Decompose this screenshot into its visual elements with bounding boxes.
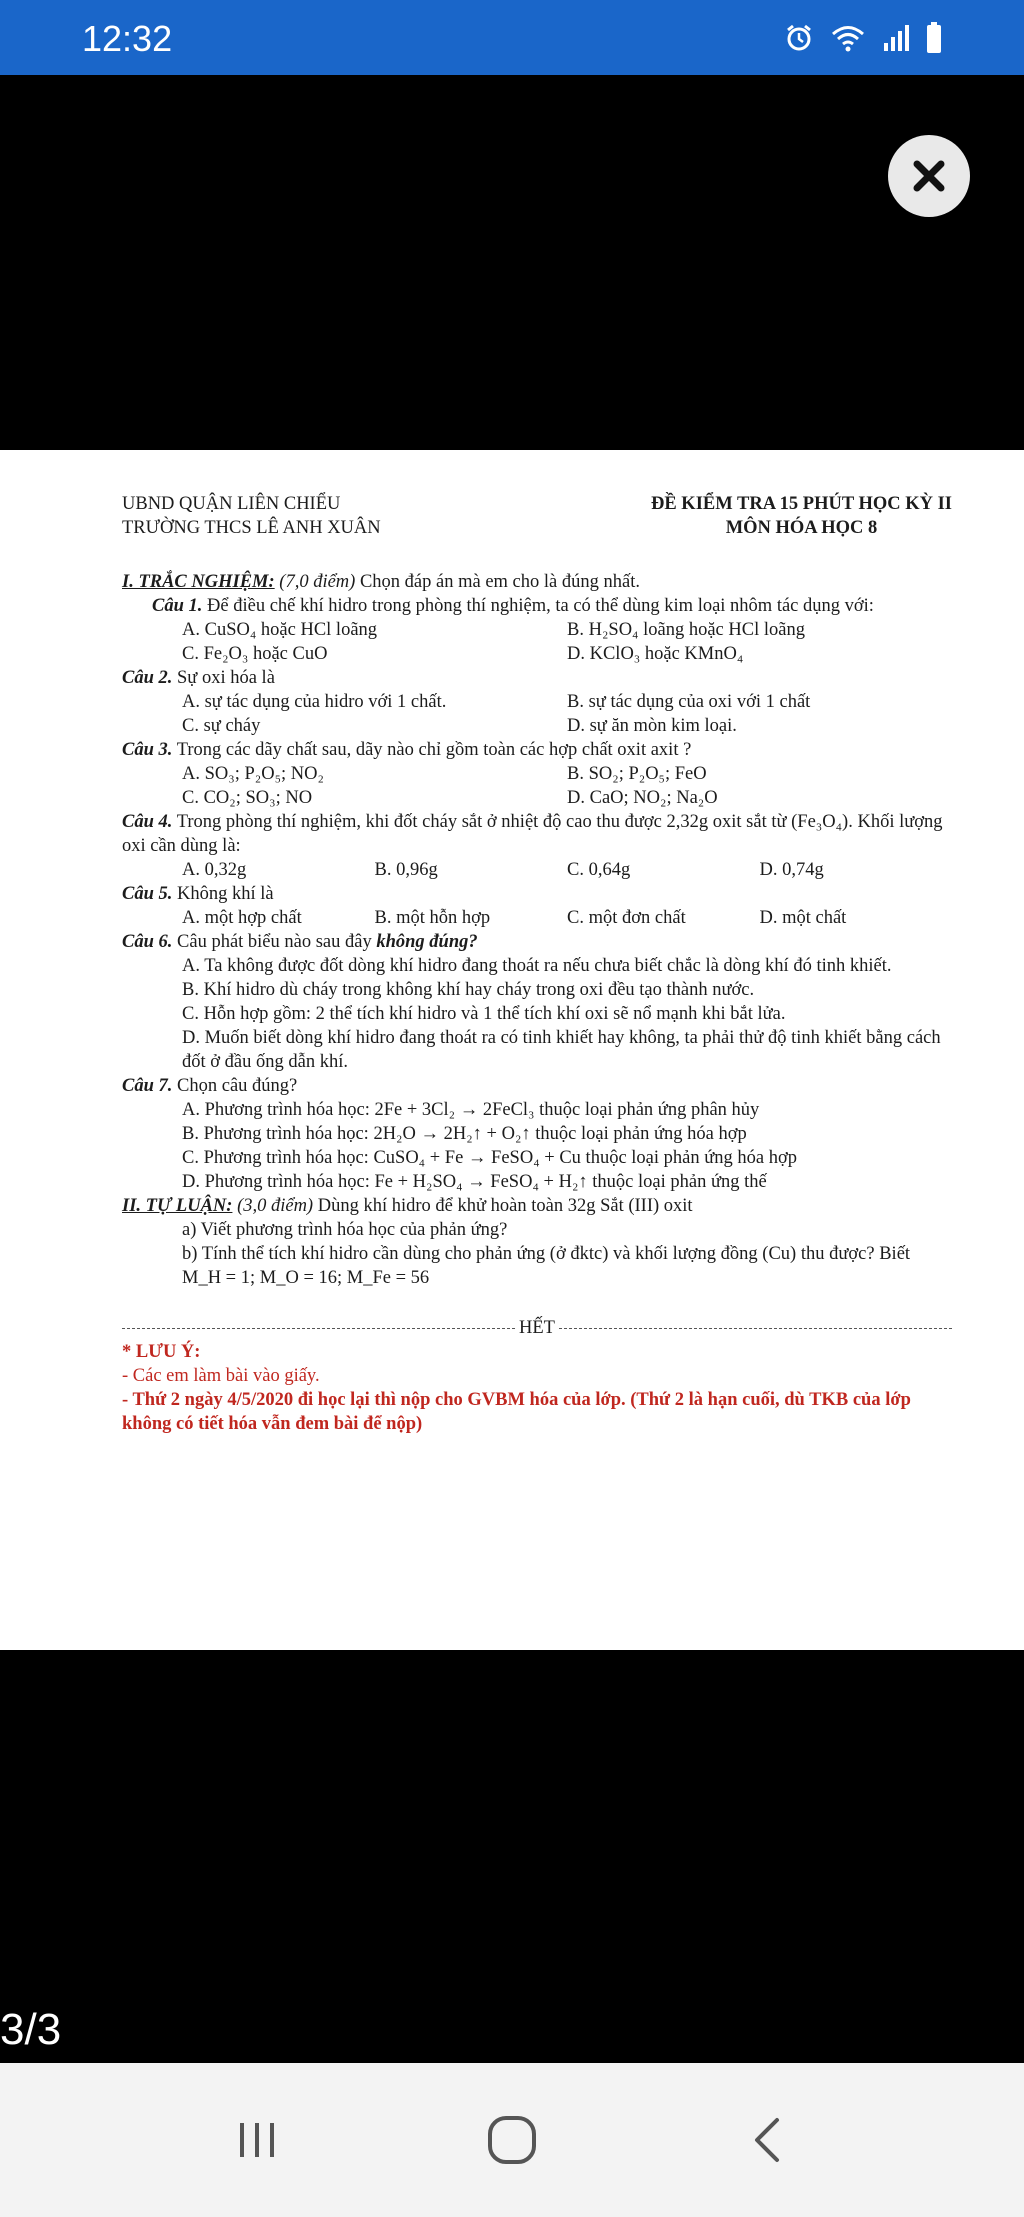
- option-c: C. Fe₂O₃ hoặc CuO: [182, 644, 328, 664]
- page-indicator: 3/3: [0, 2005, 62, 2054]
- question-3: [122, 738, 952, 762]
- part2-points: (3,0 điểm): [237, 1196, 314, 1216]
- question-text: Để điều chế khí hidro trong phòng thí nghiệm, ta có thể dùng kim loại nhôm tác dụng với:: [207, 596, 874, 616]
- navigation-bar: [0, 2063, 1024, 2217]
- recent-apps-icon: [234, 2117, 280, 2163]
- option-c: C. sự cháy: [182, 716, 261, 736]
- battery-icon: [926, 22, 942, 54]
- question-1: [122, 594, 952, 618]
- question-label: Câu 5.: [122, 884, 173, 904]
- back-button[interactable]: [727, 2100, 807, 2180]
- part2-heading: [122, 1194, 952, 1218]
- essay-part-b: b) Tính thể tích khí hidro cần dùng cho phản ứng (ở đktc) và khối lượng đồng (Cu) thu được? Biết M_H = 1; M_O = 16; M_Fe = 56: [182, 1244, 911, 1288]
- option-b: B. SO₂; P₂O₅; FeO: [567, 764, 707, 784]
- question-5: [122, 882, 952, 906]
- part1-title: I. TRẮC NGHIỆM:: [122, 572, 275, 592]
- note-line-1: - Các em làm bài vào giấy.: [122, 1366, 320, 1386]
- question-7: [122, 1074, 952, 1098]
- option-a: A. CuSO₄ hoặc HCl loãng: [182, 620, 378, 640]
- option-a: A. Phương trình hóa học: 2Fe + 3Cl₂ → 2FeCl₃ thuộc loại phản ứng phân hủy: [182, 1100, 760, 1120]
- district-name: UBND QUẬN LIÊN CHIỂU: [122, 494, 341, 514]
- option-a: A. một hợp chất: [182, 908, 302, 928]
- document-header: [122, 492, 952, 540]
- question-label: Câu 2.: [122, 668, 173, 688]
- signal-icon: [882, 23, 910, 53]
- exam-title: ĐỀ KIỂM TRA 15 PHÚT HỌC KỲ II: [650, 494, 952, 514]
- part1-points: (7,0 điểm): [279, 572, 356, 592]
- question-text: Sự oxi hóa là: [177, 668, 275, 688]
- end-divider: [122, 1316, 952, 1340]
- option-d: D. Muốn biết dòng khí hidro đang thoát ra có tinh khiết hay không, ta phải thử độ tinh khiết bằng cách đốt ở đầu ống dẫn khí.: [182, 1028, 941, 1072]
- note-line-2: - Thứ 2 ngày 4/5/2020 đi học lại thì nộp cho GVBM hóa của lớp. (Thứ 2 là hạn cuối, dù TKB của lớp không có tiết hóa vẫn đem bài để nộp): [122, 1390, 911, 1434]
- essay-part-a: a) Viết phương trình hóa học của phản ứng?: [182, 1220, 508, 1240]
- home-button[interactable]: [472, 2100, 552, 2180]
- status-bar: [0, 0, 1024, 75]
- question-6: [122, 930, 952, 954]
- option-c: C. Phương trình hóa học: CuSO₄ + Fe → FeSO₄ + Cu thuộc loại phản ứng hóa hợp: [182, 1148, 798, 1168]
- subject-title: MÔN HÓA HỌC 8: [725, 518, 878, 538]
- note-title: * LƯU Ý:: [122, 1342, 201, 1362]
- option-c: C. 0,64g: [567, 860, 631, 880]
- option-d: D. KClO₃ hoặc KMnO₄: [567, 644, 744, 664]
- option-b: B. một hỗn hợp: [374, 908, 491, 928]
- question-text: Chọn câu đúng?: [177, 1076, 298, 1096]
- option-a: A. 0,32g: [182, 860, 247, 880]
- wifi-icon: [830, 23, 866, 53]
- question-text: Trong các dãy chất sau, dãy nào chỉ gồm toàn các hợp chất oxit axit ?: [176, 740, 692, 760]
- alarm-icon: [784, 23, 814, 53]
- status-time: 12:32: [82, 18, 173, 59]
- school-name: TRƯỜNG THCS LÊ ANH XUÂN: [122, 518, 381, 538]
- part1-instructions: Chọn đáp án mà em cho là đúng nhất.: [359, 572, 640, 592]
- option-c: C. CO₂; SO₃; NO: [182, 788, 313, 808]
- question-label: Câu 6.: [122, 932, 173, 952]
- option-a: A. Ta không được đốt dòng khí hidro đang thoát ra nếu chưa biết chắc là dòng khí đó tinh khiết.: [182, 956, 892, 976]
- back-icon: [747, 2114, 787, 2166]
- option-a: A. sự tác dụng của hidro với 1 chất.: [182, 692, 447, 712]
- end-text: HẾT: [519, 1318, 555, 1338]
- question-2: [122, 666, 952, 690]
- option-b: B. sự tác dụng của oxi với 1 chất: [567, 692, 811, 712]
- part2-title: II. TỰ LUẬN:: [122, 1196, 233, 1216]
- part1-heading: [122, 570, 952, 594]
- recent-apps-button[interactable]: [217, 2100, 297, 2180]
- close-button[interactable]: [888, 135, 970, 217]
- option-d: D. một chất: [759, 908, 847, 928]
- question-label: Câu 1.: [152, 596, 203, 616]
- option-b: B. Khí hidro dù cháy trong không khí hay cháy trong oxi đều tạo thành nước.: [182, 980, 755, 1000]
- home-icon: [486, 2114, 538, 2166]
- question-label: Câu 4.: [122, 812, 173, 832]
- option-c: C. Hỗn hợp gồm: 2 thể tích khí hidro và 1 thể tích khí oxi sẽ nổ mạnh khi bắt lửa.: [182, 1004, 786, 1024]
- option-d: D. 0,74g: [759, 860, 824, 880]
- question-text: Trong phòng thí nghiệm, khi đốt cháy sắt ở nhiệt độ cao thu được 2,32g oxit sắt từ (Fe₃O₄). Khối lượng oxi cần dùng là:: [122, 812, 943, 856]
- status-icons: [784, 22, 942, 54]
- part2-instructions: Dùng khí hidro để khử hoàn toàn 32g Sắt (III) oxit: [317, 1196, 693, 1216]
- question-text: Không khí là: [177, 884, 274, 904]
- option-d: D. Phương trình hóa học: Fe + H₂SO₄ → FeSO₄ + H₂↑ thuộc loại phản ứng thế: [182, 1172, 767, 1192]
- option-b: B. H₂SO₄ loãng hoặc HCl loãng: [567, 620, 805, 640]
- option-b: B. Phương trình hóa học: 2H₂O → 2H₂↑ + O₂↑ thuộc loại phản ứng hóa hợp: [182, 1124, 747, 1144]
- close-icon: [909, 156, 949, 196]
- option-b: B. 0,96g: [374, 860, 438, 880]
- option-a: A. SO₃; P₂O₅; NO₂: [182, 764, 324, 784]
- question-4: [122, 810, 952, 858]
- option-d: D. sự ăn mòn kim loại.: [567, 716, 737, 736]
- question-label: Câu 7.: [122, 1076, 173, 1096]
- option-d: D. CaO; NO₂; Na₂O: [567, 788, 718, 808]
- question-emphasis: không đúng?: [376, 932, 478, 952]
- question-label: Câu 3.: [122, 740, 173, 760]
- document-page[interactable]: [0, 450, 1024, 1650]
- option-c: C. một đơn chất: [567, 908, 686, 928]
- question-text: Câu phát biểu nào sau đây: [177, 932, 372, 952]
